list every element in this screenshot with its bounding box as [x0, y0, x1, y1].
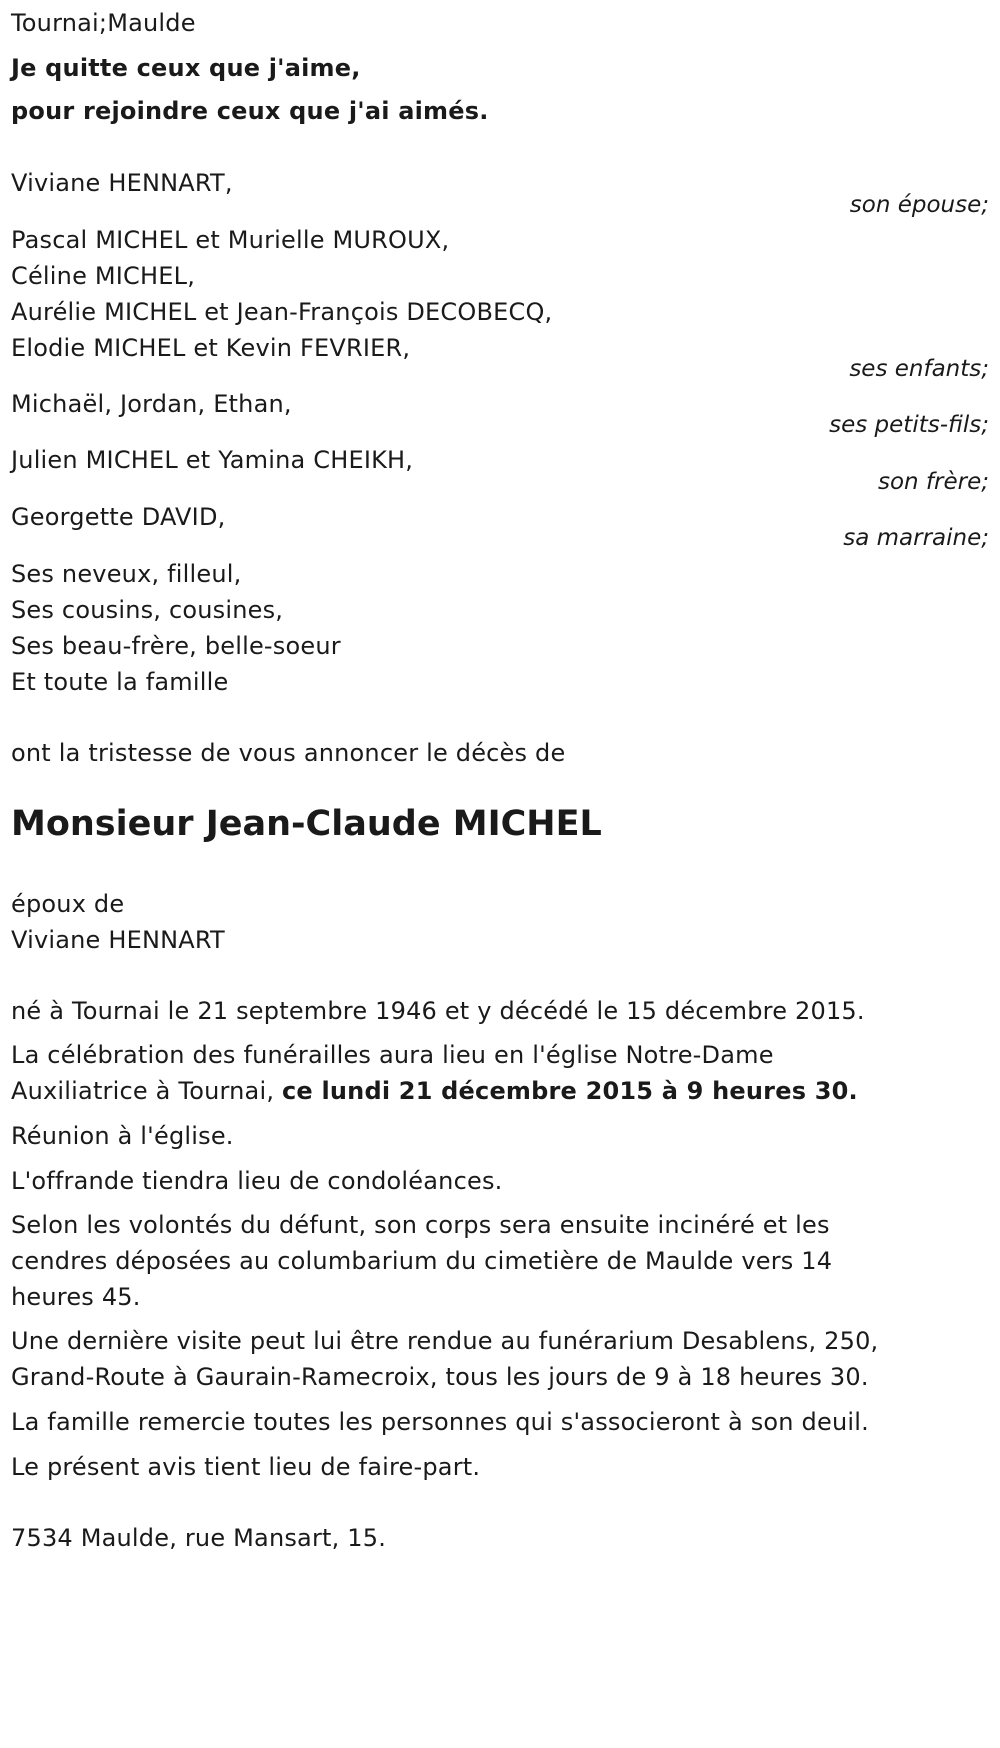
address: 7534 Maulde, rue Mansart, 15.: [11, 1524, 387, 1552]
deceased-spouse-name: Viviane HENNART: [11, 926, 225, 954]
godmother: Georgette DAVID,: [11, 503, 226, 531]
visit-line-1: Une dernière visite peut lui être rendue au funérarium Desablens, 250,: [11, 1327, 879, 1355]
meeting: Réunion à l'église.: [11, 1122, 234, 1150]
visit-line-2: Grand-Route à Gaurain-Ramecroix, tous les jours de 9 à 18 heures 30.: [11, 1363, 869, 1391]
child-2: Céline MICHEL,: [11, 262, 196, 290]
spouse-label: époux de: [11, 890, 125, 918]
announcement: ont la tristesse de vous annoncer le décès de: [11, 739, 566, 767]
notice: Le présent avis tient lieu de faire-part.: [11, 1453, 481, 1481]
others-4: Et toute la famille: [11, 668, 229, 696]
child-1: Pascal MICHEL et Murielle MUROUX,: [11, 226, 450, 254]
children-role: ses enfants;: [849, 356, 989, 382]
ceremony-line-2: [11, 1073, 858, 1109]
spouse-role: son épouse;: [849, 192, 989, 218]
offering: L'offrande tiendra lieu de condoléances.: [11, 1167, 503, 1195]
place-header: Tournai;Maulde: [11, 9, 196, 37]
grandsons-role: ses petits-fils;: [829, 412, 989, 438]
thanks: La famille remercie toutes les personnes qui s'associeront à son deuil.: [11, 1408, 869, 1436]
birth-death: né à Tournai le 21 septembre 1946 et y décédé le 15 décembre 2015.: [11, 997, 865, 1025]
brother: Julien MICHEL et Yamina CHEIKH,: [11, 446, 414, 474]
grandsons: Michaël, Jordan, Ethan,: [11, 390, 292, 418]
child-4: Elodie MICHEL et Kevin FEVRIER,: [11, 334, 411, 362]
cremation-line-2: cendres déposées au columbarium du cimetière de Maulde vers 14: [11, 1247, 833, 1275]
ceremony-line-1: La célébration des funérailles aura lieu en l'église Notre-Dame: [11, 1041, 774, 1069]
deceased-name: Monsieur Jean-Claude MICHEL: [11, 804, 602, 844]
quote-line-1: Je quitte ceux que j'aime,: [11, 54, 361, 82]
cremation-line-1: Selon les volontés du défunt, son corps sera ensuite incinéré et les: [11, 1211, 830, 1239]
godmother-role: sa marraine;: [843, 525, 989, 551]
cremation-line-3: heures 45.: [11, 1283, 141, 1311]
others-1: Ses neveux, filleul,: [11, 560, 242, 588]
ceremony-datetime: ce lundi 21 décembre 2015 à 9 heures 30.: [281, 1077, 858, 1105]
child-3: Aurélie MICHEL et Jean-François DECOBECQ,: [11, 298, 553, 326]
others-2: Ses cousins, cousines,: [11, 596, 284, 624]
quote-line-2: pour rejoindre ceux que j'ai aimés.: [11, 97, 489, 125]
ceremony-location: Auxiliatrice à Tournai,: [11, 1077, 282, 1105]
spouse-name: Viviane HENNART,: [11, 169, 233, 197]
others-3: Ses beau-frère, belle-soeur: [11, 632, 341, 660]
brother-role: son frère;: [877, 469, 989, 495]
